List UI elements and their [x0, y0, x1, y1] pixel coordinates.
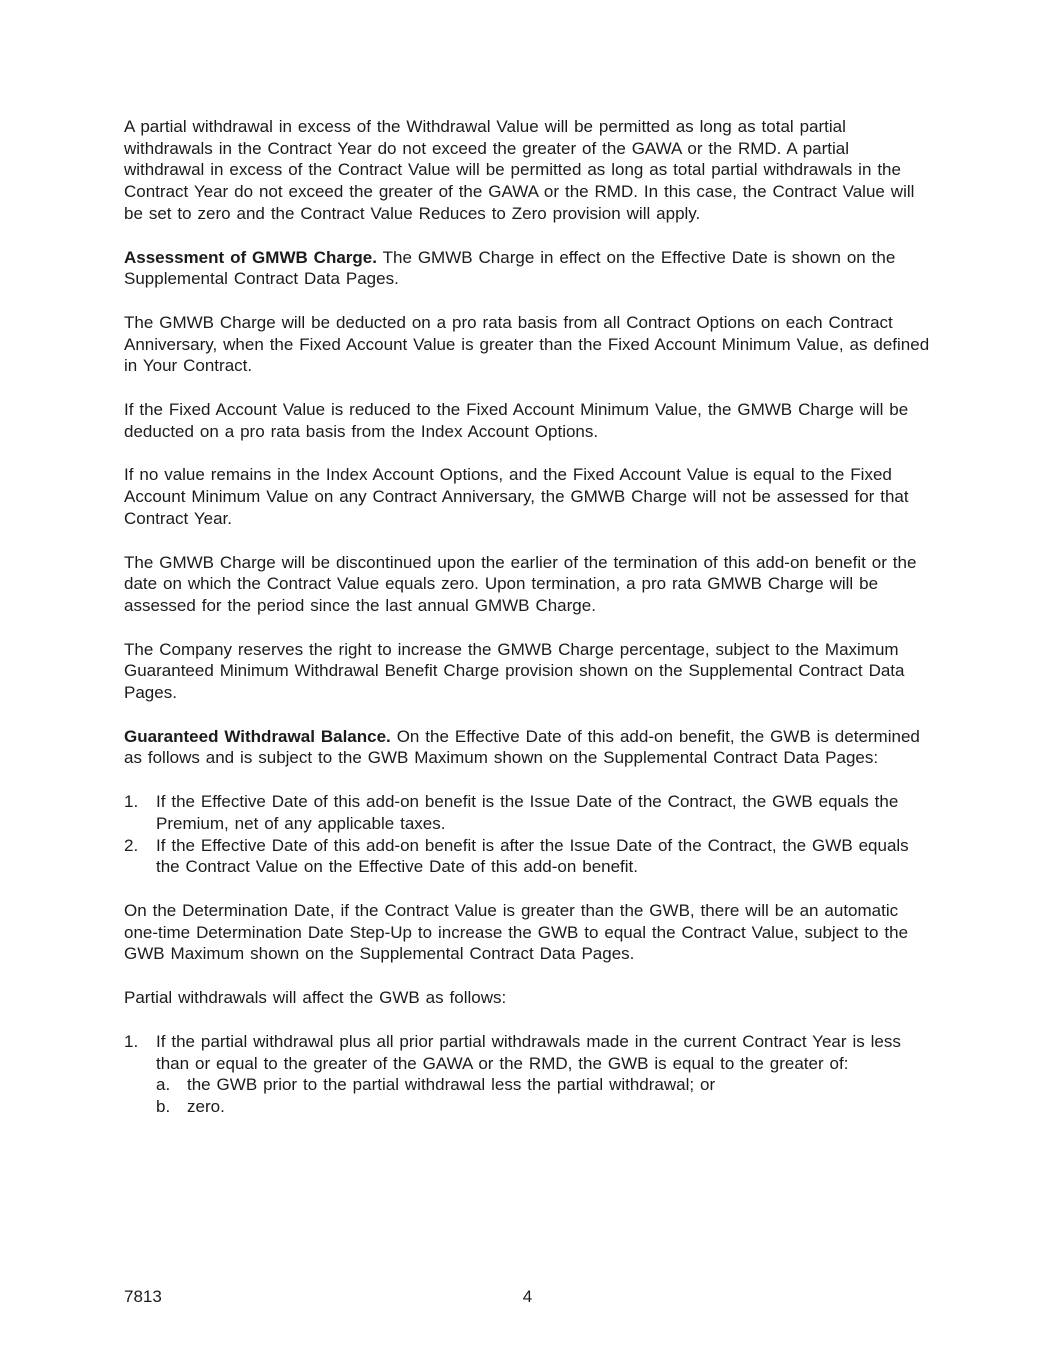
form-number: 7813 [124, 1287, 162, 1306]
list-item-marker: 2. [124, 835, 139, 855]
page-number: 4 [522, 1287, 533, 1306]
paragraph-partial-withdrawal-rules: A partial withdrawal in excess of the Withdrawal Value will be permitted as long as total partial withdrawals in the Contract Year do not exceed the greater of the GAWA or the RMD. A partial withdrawal in excess of the Contract Value will be permitted as long as total partial withdrawals in the Contract Year do not exceed the greater of the GAWA or the RMD. In this case, the Contract Value will be set to zero and the Contract Value Reduces to Zero provision will apply. [124, 117, 915, 223]
list-item-marker: 1. [124, 1031, 139, 1051]
paragraph-determination-date-stepup: On the Determination Date, if the Contract Value is greater than the GWB, there will be an automatic one-time Determination Date Step-Up to increase the GWB to equal the Contract Value, subject to the GWB Maximum shown on the Supplemental Contract Data Pages. [124, 900, 909, 964]
list-item-main-text: If the partial withdrawal plus all prior partial withdrawals made in the current Contract Year is less than or equal to the greater of the GAWA or the RMD, the GWB is equal to the greater of: [156, 1031, 901, 1073]
sublist-item-text: zero. [187, 1096, 225, 1116]
sublist-item-text: the GWB prior to the partial withdrawal less the partial withdrawal; or [187, 1075, 716, 1095]
guaranteed-withdrawal-balance-text: On the Effective Date of this add-on benefit, the GWB is determined as follows and is subject to the GWB Maximum shown on the Supplemental Contract Data Pages: [124, 726, 920, 768]
guaranteed-withdrawal-balance-heading: Guaranteed Withdrawal Balance. [124, 726, 391, 746]
list-item-text [156, 1031, 934, 1118]
list-item [124, 835, 934, 878]
list-item [124, 791, 934, 834]
assessment-of-gmwb-charge-heading: Assessment of GMWB Charge. [124, 247, 377, 267]
paragraph-assessment-of-gmwb-charge [124, 247, 934, 290]
paragraph-gmwb-charge-deduction: The GMWB Charge will be deducted on a pro rata basis from all Contract Options on each Contract Anniversary, when the Fixed Account Value is greater than the Fixed Account Minimum Value, as defined in Your Contract. [124, 312, 930, 376]
paragraph-charge-discontinued: The GMWB Charge will be discontinued upon the earlier of the termination of this add-on benefit or the date on which the Contract Value equals zero. Upon termination, a pro rata GMWB Charge will be assessed for the period since the last annual GMWB Charge. [124, 552, 917, 615]
document-body [124, 116, 934, 1140]
assessment-of-gmwb-charge-text: The GMWB Charge in effect on the Effective Date is shown on the Supplemental Contract Data Pages. [124, 247, 896, 289]
sublist-item [156, 1074, 934, 1096]
list-item-marker: 1. [124, 792, 139, 812]
paragraph-guaranteed-withdrawal-balance [124, 726, 934, 769]
paragraph-fixed-account-minimum: If the Fixed Account Value is reduced to the Fixed Account Minimum Value, the GMWB Charge will be deducted on a pro rata basis from the Index Account Options. [124, 400, 909, 441]
gwb-determination-list [124, 791, 934, 878]
list-item-text: If the Effective Date of this add-on benefit is after the Issue Date of the Contract, the GWB equals the Contract Value on the Effective Date of this add-on benefit. [156, 835, 909, 877]
sublist-item-marker: b. [156, 1096, 171, 1116]
paragraph-partial-withdrawals-affect-gwb: Partial withdrawals will affect the GWB as follows: [124, 988, 507, 1008]
list-item-text: If the Effective Date of this add-on benefit is the Issue Date of the Contract, the GWB equals the Premium, net of any applicable taxes. [156, 792, 899, 833]
paragraph-no-value-remains: If no value remains in the Index Account Options, and the Fixed Account Value is equal to the Fixed Account Minimum Value on any Contract Anniversary, the GMWB Charge will not be assessed for that Contract Year. [124, 465, 909, 528]
sublist [156, 1074, 934, 1117]
list-item [124, 1031, 934, 1118]
sublist-item-marker: a. [156, 1075, 171, 1095]
paragraph-company-reserves-right: The Company reserves the right to increase the GMWB Charge percentage, subject to the Maximum Guaranteed Minimum Withdrawal Benefit Charge provision shown on the Supplemental Contract Data Pages. [124, 639, 905, 703]
sublist-item [156, 1096, 934, 1118]
withdrawal-effect-list [124, 1031, 934, 1118]
